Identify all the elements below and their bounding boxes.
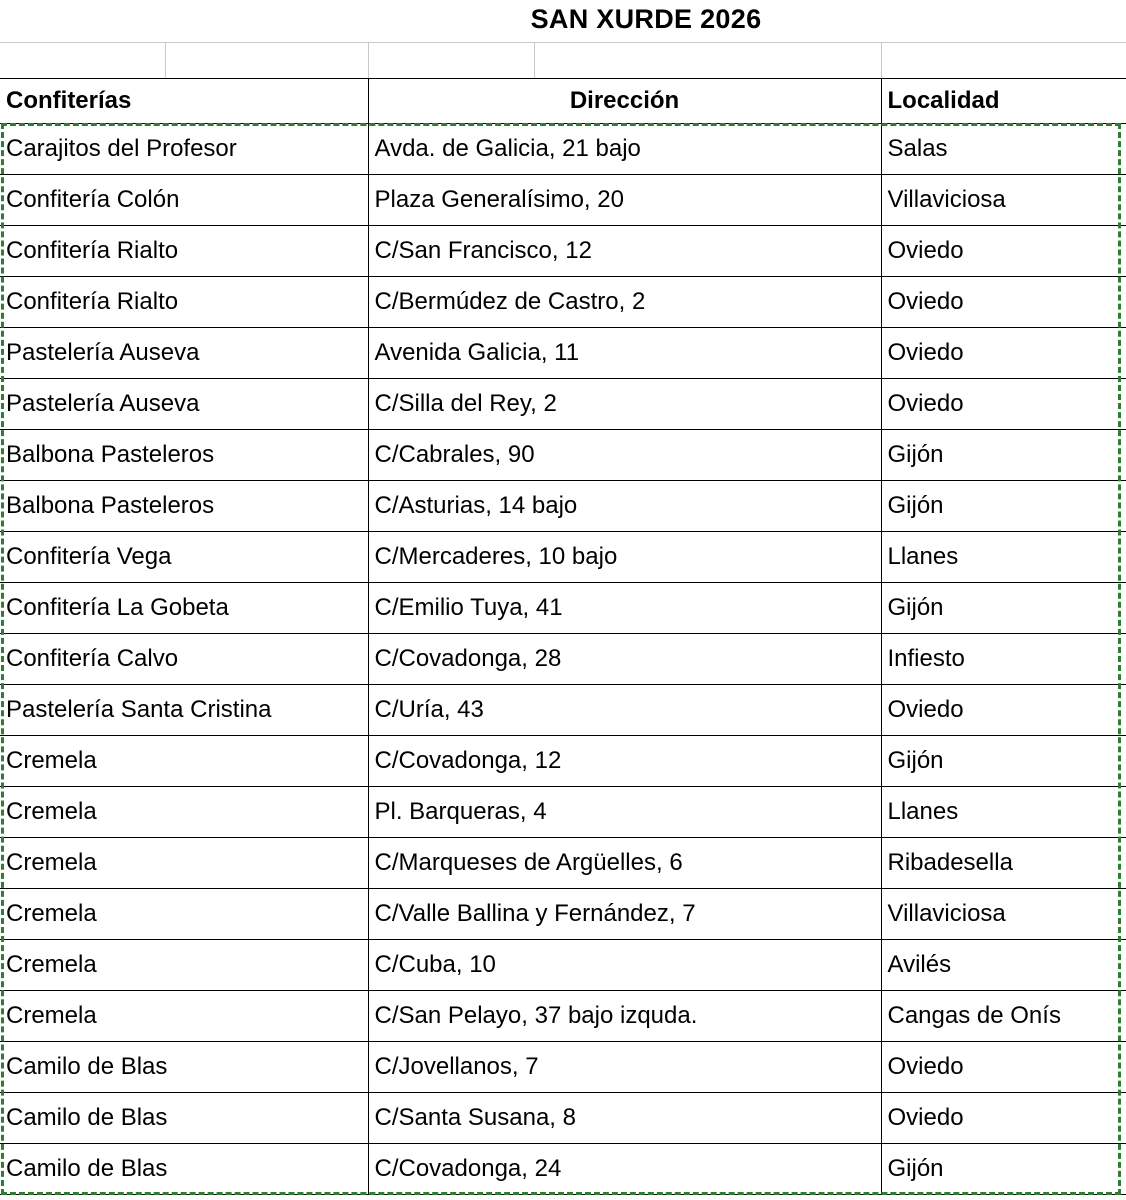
- table-row: [0, 787, 1126, 838]
- cell-direccion[interactable]: C/Emilio Tuya, 41: [368, 583, 881, 634]
- table-row: [0, 226, 1126, 277]
- cell-confiteria[interactable]: Confitería Vega: [0, 532, 368, 583]
- cell-direccion[interactable]: C/Bermúdez de Castro, 2: [368, 277, 881, 328]
- sheet-title-row[interactable]: [0, 0, 1126, 43]
- cell-localidad[interactable]: Llanes: [881, 787, 1126, 838]
- table-row: [0, 889, 1126, 940]
- cell-divider: [368, 42, 369, 78]
- empty-row[interactable]: [0, 42, 1126, 79]
- header-direccion[interactable]: Dirección: [368, 78, 881, 124]
- sheet-title: SAN XURDE 2026: [530, 4, 762, 34]
- cell-localidad[interactable]: Llanes: [881, 532, 1126, 583]
- cell-localidad[interactable]: Oviedo: [881, 226, 1126, 277]
- cell-confiteria[interactable]: Pastelería Santa Cristina: [0, 685, 368, 736]
- table-row: [0, 991, 1126, 1042]
- cell-confiteria[interactable]: Cremela: [0, 736, 368, 787]
- cell-localidad[interactable]: Gijón: [881, 481, 1126, 532]
- cell-direccion[interactable]: C/Uría, 43: [368, 685, 881, 736]
- cell-localidad[interactable]: Oviedo: [881, 685, 1126, 736]
- cell-direccion[interactable]: C/Silla del Rey, 2: [368, 379, 881, 430]
- cell-direccion[interactable]: C/Marqueses de Argüelles, 6: [368, 838, 881, 889]
- cell-localidad[interactable]: Ribadesella: [881, 838, 1126, 889]
- cell-localidad[interactable]: Gijón: [881, 1144, 1126, 1195]
- cell-confiteria[interactable]: Confitería Colón: [0, 175, 368, 226]
- cell-direccion[interactable]: C/San Francisco, 12: [368, 226, 881, 277]
- cell-confiteria[interactable]: Balbona Pasteleros: [0, 481, 368, 532]
- cell-confiteria[interactable]: Camilo de Blas: [0, 1144, 368, 1195]
- cell-confiteria[interactable]: Confitería Calvo: [0, 634, 368, 685]
- cell-direccion[interactable]: Pl. Barqueras, 4: [368, 787, 881, 838]
- cell-localidad[interactable]: Oviedo: [881, 1042, 1126, 1093]
- table-row: [0, 838, 1126, 889]
- table-row: [0, 430, 1126, 481]
- cell-direccion[interactable]: C/Asturias, 14 bajo: [368, 481, 881, 532]
- cell-confiteria[interactable]: Carajitos del Profesor: [0, 124, 368, 175]
- cell-divider: [881, 42, 882, 78]
- cell-direccion[interactable]: C/Covadonga, 12: [368, 736, 881, 787]
- cell-direccion[interactable]: C/San Pelayo, 37 bajo izquda.: [368, 991, 881, 1042]
- cell-direccion[interactable]: C/Santa Susana, 8: [368, 1093, 881, 1144]
- cell-confiteria[interactable]: Cremela: [0, 838, 368, 889]
- cell-localidad[interactable]: Gijón: [881, 430, 1126, 481]
- cell-divider: [165, 42, 166, 78]
- header-confiterias[interactable]: Confiterías: [0, 78, 368, 124]
- table-row: [0, 685, 1126, 736]
- table-row: [0, 1093, 1126, 1144]
- cell-divider: [534, 42, 535, 78]
- cell-direccion[interactable]: Avenida Galicia, 11: [368, 328, 881, 379]
- cell-localidad[interactable]: Gijón: [881, 583, 1126, 634]
- cell-direccion[interactable]: C/Mercaderes, 10 bajo: [368, 532, 881, 583]
- cell-localidad[interactable]: Avilés: [881, 940, 1126, 991]
- cell-confiteria[interactable]: Pastelería Auseva: [0, 379, 368, 430]
- cell-confiteria[interactable]: Confitería Rialto: [0, 226, 368, 277]
- cell-confiteria[interactable]: Camilo de Blas: [0, 1042, 368, 1093]
- cell-direccion[interactable]: C/Covadonga, 28: [368, 634, 881, 685]
- table-row: [0, 1042, 1126, 1093]
- cell-direccion[interactable]: C/Cabrales, 90: [368, 430, 881, 481]
- cell-confiteria[interactable]: Camilo de Blas: [0, 1093, 368, 1144]
- cell-localidad[interactable]: Salas: [881, 124, 1126, 175]
- table-row: [0, 277, 1126, 328]
- cell-direccion[interactable]: C/Valle Ballina y Fernández, 7: [368, 889, 881, 940]
- cell-confiteria[interactable]: Confitería Rialto: [0, 277, 368, 328]
- table-row: [0, 379, 1126, 430]
- cell-confiteria[interactable]: Cremela: [0, 940, 368, 991]
- cell-confiteria[interactable]: Cremela: [0, 787, 368, 838]
- cell-confiteria[interactable]: Cremela: [0, 991, 368, 1042]
- cell-confiteria[interactable]: Confitería La Gobeta: [0, 583, 368, 634]
- cell-direccion[interactable]: C/Covadonga, 24: [368, 1144, 881, 1195]
- table-row: [0, 481, 1126, 532]
- cell-confiteria[interactable]: Pastelería Auseva: [0, 328, 368, 379]
- table-row: [0, 634, 1126, 685]
- cell-localidad[interactable]: Oviedo: [881, 277, 1126, 328]
- cell-confiteria[interactable]: Balbona Pasteleros: [0, 430, 368, 481]
- confiterias-table: [0, 78, 1126, 1195]
- cell-localidad[interactable]: Gijón: [881, 736, 1126, 787]
- cell-direccion[interactable]: Avda. de Galicia, 21 bajo: [368, 124, 881, 175]
- table-row: [0, 736, 1126, 787]
- cell-localidad[interactable]: Oviedo: [881, 379, 1126, 430]
- cell-localidad[interactable]: Oviedo: [881, 1093, 1126, 1144]
- table-row: [0, 328, 1126, 379]
- cell-direccion[interactable]: C/Cuba, 10: [368, 940, 881, 991]
- table-row: [0, 583, 1126, 634]
- cell-localidad[interactable]: Villaviciosa: [881, 175, 1126, 226]
- header-localidad[interactable]: Localidad: [881, 78, 1126, 124]
- cell-localidad[interactable]: Infiesto: [881, 634, 1126, 685]
- cell-localidad[interactable]: Villaviciosa: [881, 889, 1126, 940]
- table-row: [0, 124, 1126, 175]
- cell-localidad[interactable]: Oviedo: [881, 328, 1126, 379]
- table-row: [0, 532, 1126, 583]
- cell-localidad[interactable]: Cangas de Onís: [881, 991, 1126, 1042]
- table-row: [0, 1144, 1126, 1195]
- cell-direccion[interactable]: C/Jovellanos, 7: [368, 1042, 881, 1093]
- table-row: [0, 940, 1126, 991]
- cell-confiteria[interactable]: Cremela: [0, 889, 368, 940]
- cell-direccion[interactable]: Plaza Generalísimo, 20: [368, 175, 881, 226]
- table-row: [0, 175, 1126, 226]
- header-row: [0, 78, 1126, 124]
